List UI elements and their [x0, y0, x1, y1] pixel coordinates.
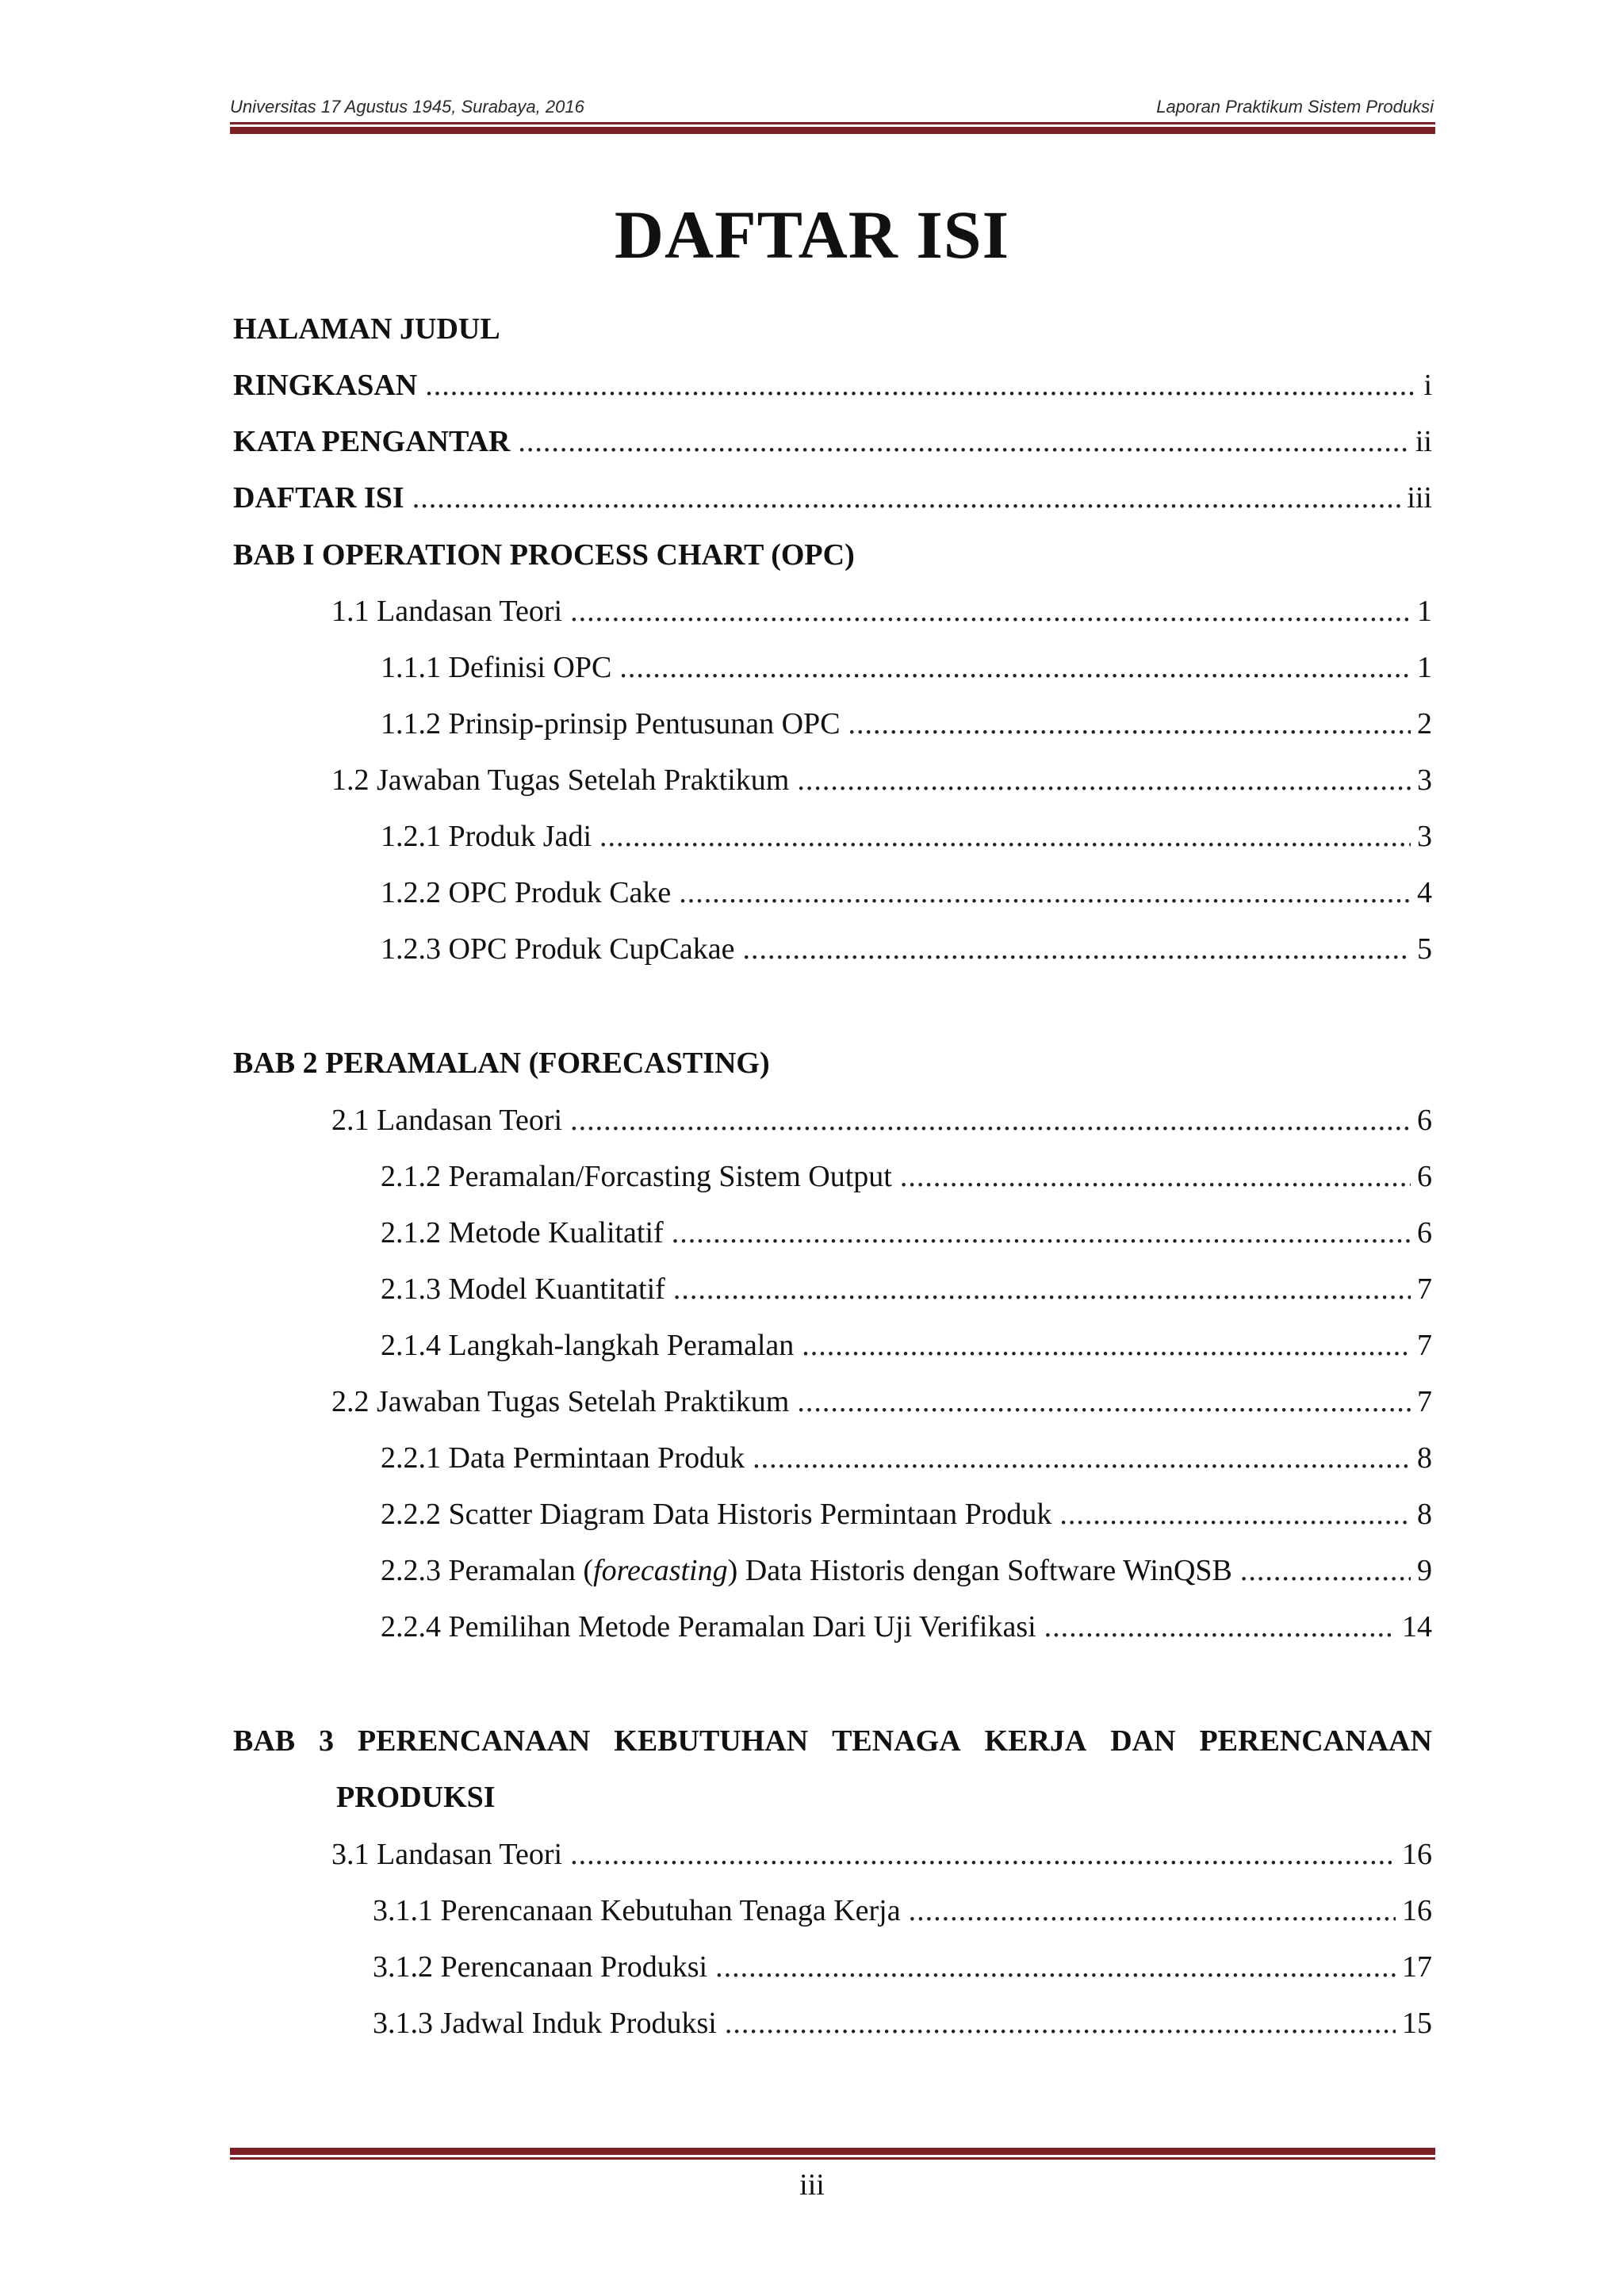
toc-front-halaman-judul: HALAMAN JUDUL [233, 312, 500, 346]
leader-dots [1240, 1556, 1411, 1586]
leader-dots [1044, 1612, 1396, 1642]
toc-entry: 1.2.3 OPC Produk CupCakae ..... 5 [381, 934, 1432, 964]
header-rule-thin [230, 122, 1435, 124]
leader-dots [679, 878, 1411, 908]
toc-entry: 2.1.2 Peramalan/Forcasting Sistem Output ..... 6 [381, 1161, 1432, 1192]
toc-entry: 3.1.1 Perencanaan Kebutuhan Tenaga Kerja ..... 16 [373, 1896, 1432, 1926]
toc-entry: 3.1.3 Jadwal Induk Produksi ..... 15 [373, 2008, 1432, 2038]
header-right-text: Laporan Praktikum Sistem Produksi [1156, 97, 1434, 117]
toc-chapter-2-title: BAB 2 PERAMALAN (FORECASTING) [233, 1047, 770, 1080]
page-title: DAFTAR ISI [614, 197, 1010, 273]
toc-chapter-3-title-continued: PRODUKSI [336, 1781, 496, 1814]
toc-entry: 2.2.1 Data Permintaan Produk ..... 8 [381, 1443, 1432, 1473]
toc-entry: 2.2.3 Peramalan (forecasting) Data Historis dengan Software WinQSB ..... 9 [381, 1556, 1432, 1586]
toc-entry: 3.1.2 Perencanaan Produksi ..... 17 [373, 1952, 1432, 1982]
toc-entry: 1.2.1 Produk Jadi ..... 3 [381, 821, 1432, 851]
toc-entry: 2.1.3 Model Kuantitatif ..... 7 [381, 1274, 1432, 1304]
leader-dots [802, 1330, 1411, 1360]
footer-rule-thick [230, 2148, 1435, 2155]
leader-dots [619, 652, 1411, 683]
toc-front-ringkasan: RINGKASAN ..... i [233, 370, 1432, 400]
running-header [230, 97, 1434, 117]
leader-dots [570, 596, 1411, 626]
leader-dots [797, 765, 1411, 795]
leader-dots [570, 1105, 1411, 1135]
leader-dots [1059, 1499, 1411, 1529]
toc-front-kata-pengantar: KATA PENGANTAR ..... ii [233, 427, 1432, 457]
header-rule-thick [230, 127, 1435, 134]
toc-entry: 2.2.2 Scatter Diagram Data Historis Permintaan Produk ..... 8 [381, 1499, 1432, 1529]
leader-dots [518, 427, 1408, 457]
leader-dots [673, 1274, 1411, 1304]
toc-entry: 2.1 Landasan Teori ..... 6 [331, 1105, 1432, 1135]
page-number: iii [799, 2168, 825, 2202]
leader-dots [753, 1443, 1411, 1473]
toc-entry: 2.1.2 Metode Kualitatif ..... 6 [381, 1218, 1432, 1248]
toc-entry: 3.1 Landasan Teori ..... 16 [331, 1839, 1432, 1869]
toc-entry: 1.2.2 OPC Produk Cake ..... 4 [381, 878, 1432, 908]
leader-dots [797, 1387, 1411, 1417]
leader-dots [743, 934, 1411, 964]
leader-dots [715, 1952, 1396, 1982]
leader-dots [848, 709, 1411, 739]
leader-dots [909, 1896, 1396, 1926]
leader-dots [672, 1218, 1411, 1248]
toc-entry: 2.1.4 Langkah-langkah Peramalan ..... 7 [381, 1330, 1432, 1360]
toc-entry: 2.2 Jawaban Tugas Setelah Praktikum ..... 7 [331, 1387, 1432, 1417]
footer-rule-thin [230, 2157, 1435, 2160]
toc-entry: 1.1.2 Prinsip-prinsip Pentusunan OPC ..... 2 [381, 709, 1432, 739]
leader-dots [900, 1161, 1411, 1192]
toc-front-daftar-isi: DAFTAR ISI ..... iii [233, 483, 1432, 513]
toc-entry: 2.2.4 Pemilihan Metode Peramalan Dari Uji Verifikasi ..... 14 [381, 1612, 1432, 1642]
leader-dots [570, 1839, 1396, 1869]
italic-term: forecasting [593, 1554, 728, 1587]
toc-entry: 1.1 Landasan Teori ..... 1 [331, 596, 1432, 626]
leader-dots [599, 821, 1411, 851]
toc-entry: 1.1.1 Definisi OPC ..... 1 [381, 652, 1432, 683]
toc-chapter-1-title: BAB I OPERATION PROCESS CHART (OPC) [233, 538, 855, 572]
leader-dots [425, 370, 1417, 400]
leader-dots [725, 2008, 1396, 2038]
header-left-text: Universitas 17 Agustus 1945, Surabaya, 2016 [230, 97, 584, 117]
leader-dots [412, 483, 1401, 513]
toc-entry: 1.2 Jawaban Tugas Setelah Praktikum ..... 3 [331, 765, 1432, 795]
toc-chapter-3-title: BAB 3 PERENCANAAN KEBUTUHAN TENAGA KERJA DAN PERENCANAAN [233, 1724, 1432, 1758]
